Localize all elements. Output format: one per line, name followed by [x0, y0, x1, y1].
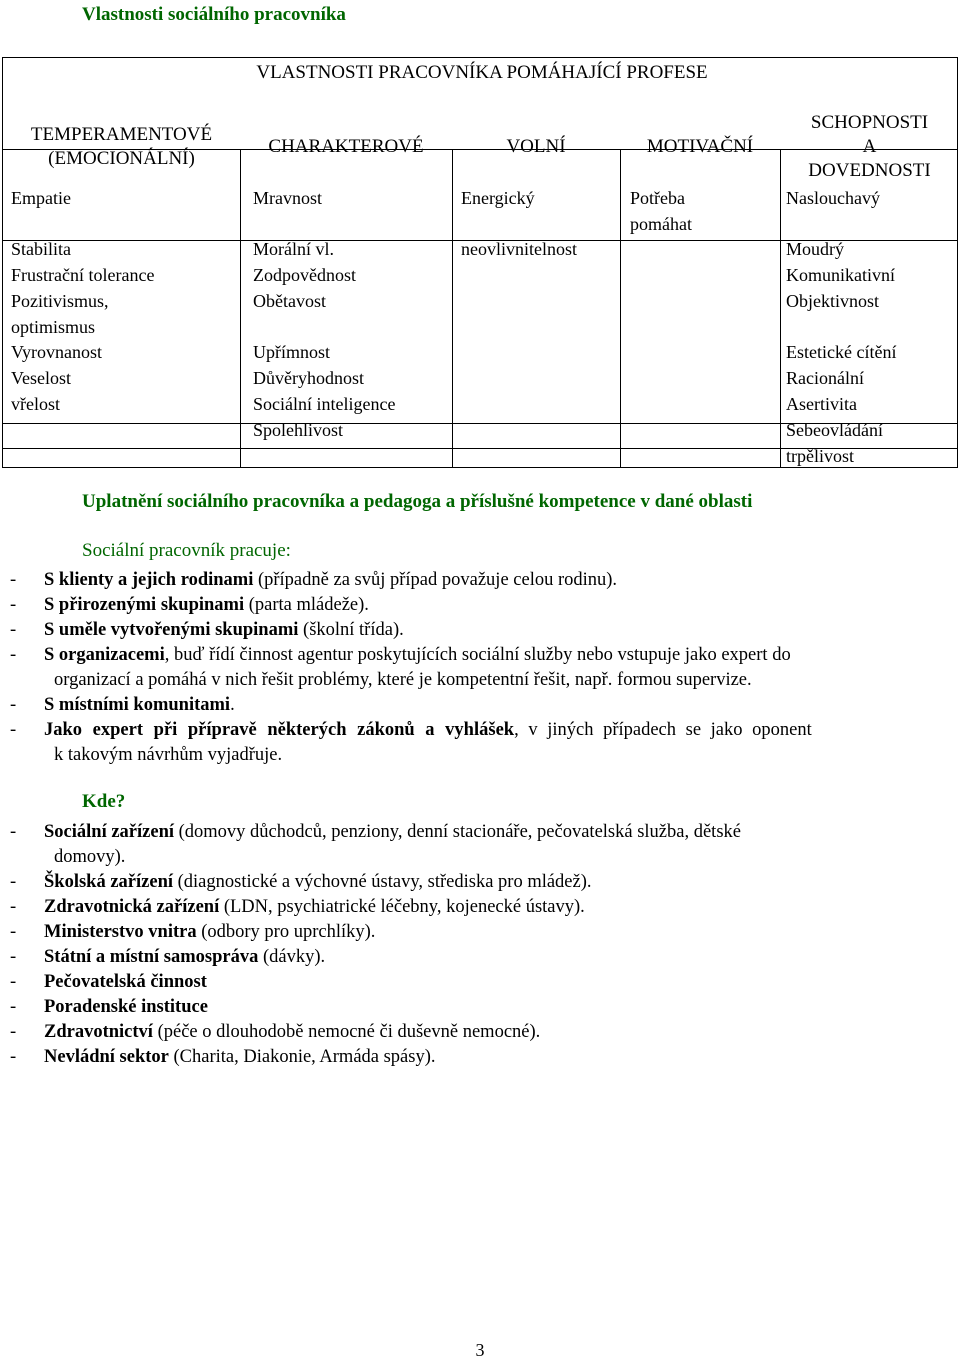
page-number: 3 [475, 1340, 485, 1360]
table-rule [620, 149, 621, 467]
cell-skills: Naslouchavý [786, 188, 880, 208]
table-rule [452, 149, 453, 467]
work-list [10, 568, 942, 768]
cell-temperament: Frustrační tolerance [11, 265, 155, 285]
cell-temperament: Stabilita [11, 239, 71, 259]
table-rule [240, 149, 241, 467]
properties-table [2, 57, 958, 468]
section-heading: Uplatnění sociálního pracovníka a pedagoga a příslušné kompetence v dané oblasti [82, 491, 753, 512]
cell-temperament: optimismus [11, 317, 96, 337]
list-item: - S klienty a jejich rodinami (případně za svůj případ považuje celou rodinu). [10, 570, 618, 590]
cell-skills: Objektivnost [786, 291, 879, 311]
cell-skills: Moudrý [786, 239, 844, 259]
cell-character: Zodpovědnost [253, 265, 356, 285]
cell-character: Upřímnost [253, 342, 331, 362]
page-heading: Vlastnosti sociálního pracovníka [82, 4, 346, 25]
col-header-character: CHARAKTEROVÉ [268, 136, 424, 157]
cell-skills: Racionální [786, 368, 864, 388]
col-header-motivational: MOTIVAČNÍ [646, 136, 754, 157]
list-item: - S místními komunitami. [10, 695, 235, 715]
list-item: - S přirozenými skupinami (parta mládeže). [10, 595, 369, 615]
list-item: - Zdravotnictví (péče o dlouhodobě nemocné či duševně nemocné). [10, 1022, 541, 1042]
cell-character: Důvěryhodnost [253, 368, 364, 388]
cell-temperament: Vyrovnanost [11, 342, 102, 362]
cell-skills: Komunikativní [786, 265, 895, 285]
work-heading: Sociální pracovník pracuje: [82, 540, 291, 561]
cell-volitional: Energický [461, 188, 535, 208]
col-header-temperament: TEMPERAMENTOVÉ (EMOCIONÁLNÍ) [30, 124, 213, 169]
cell-skills: Asertivita [786, 394, 857, 414]
cell-temperament: vřelost [11, 394, 60, 414]
cell-character: Mravnost [253, 188, 322, 208]
list-item: - Nevládní sektor (Charita, Diakonie, Armáda spásy). [10, 1047, 436, 1067]
cell-character: Spolehlivost [253, 420, 344, 440]
list-item: - Ministerstvo vnitra (odbory pro uprchlíky). [10, 922, 376, 942]
table-title: VLASTNOSTI PRACOVNÍKA POMÁHAJÍCÍ PROFESE [256, 62, 708, 83]
list-item: - Školská zařízení (diagnostické a výchovné ústavy, střediska pro mládež). [10, 872, 592, 892]
col-header-skills: SCHOPNOSTI A DOVEDNOSTI [808, 112, 931, 181]
list-item: - S uměle vytvořenými skupinami (školní třída). [10, 620, 404, 640]
col-header-volitional: VOLNÍ [506, 136, 566, 157]
cell-character: Obětavost [253, 291, 326, 311]
list-item: - Státní a místní samospráva (dávky). [10, 947, 326, 967]
cell-character: Sociální inteligence [253, 394, 396, 414]
cell-character: Morální vl. [253, 239, 334, 259]
list-item: - Poradenské instituce [10, 997, 208, 1017]
cell-volitional: neovlivnitelnost [461, 239, 577, 259]
list-item: - Sociální zařízení (domovy důchodců, penziony, denní stacionáře, pečovatelská služba, dětské domovy). [10, 822, 741, 867]
cell-temperament: Veselost [11, 368, 71, 388]
cell-skills: trpělivost [786, 446, 854, 466]
where-heading: Kde? [82, 791, 126, 812]
list-item: - S organizacemi, buď řídí činnost agentur poskytujících sociální služby nebo vstupuje jako expert do organizací a pomáhá v nich řešit problémy, které je kompetentní řešit, např. formou supervize. [10, 645, 791, 690]
cell-motivational: Potřeba [630, 188, 685, 208]
cell-motivational: pomáhat [630, 214, 692, 234]
table-rule [780, 149, 781, 467]
cell-temperament: Empatie [11, 188, 71, 208]
cell-skills: Estetické cítění [786, 342, 897, 362]
cell-skills: Sebeovládání [786, 420, 883, 440]
where-list [10, 820, 942, 1070]
list-item: - Jako expert při přípravě některých zákonů a vyhlášek, v jiných případech se jako oponent k takovým návrhům vyjadřuje. [10, 720, 812, 765]
cell-temperament: Pozitivismus, [11, 291, 109, 311]
list-item: - Zdravotnická zařízení (LDN, psychiatrické léčebny, kojenecké ústavy). [10, 897, 585, 917]
list-item: - Pečovatelská činnost [10, 972, 207, 992]
